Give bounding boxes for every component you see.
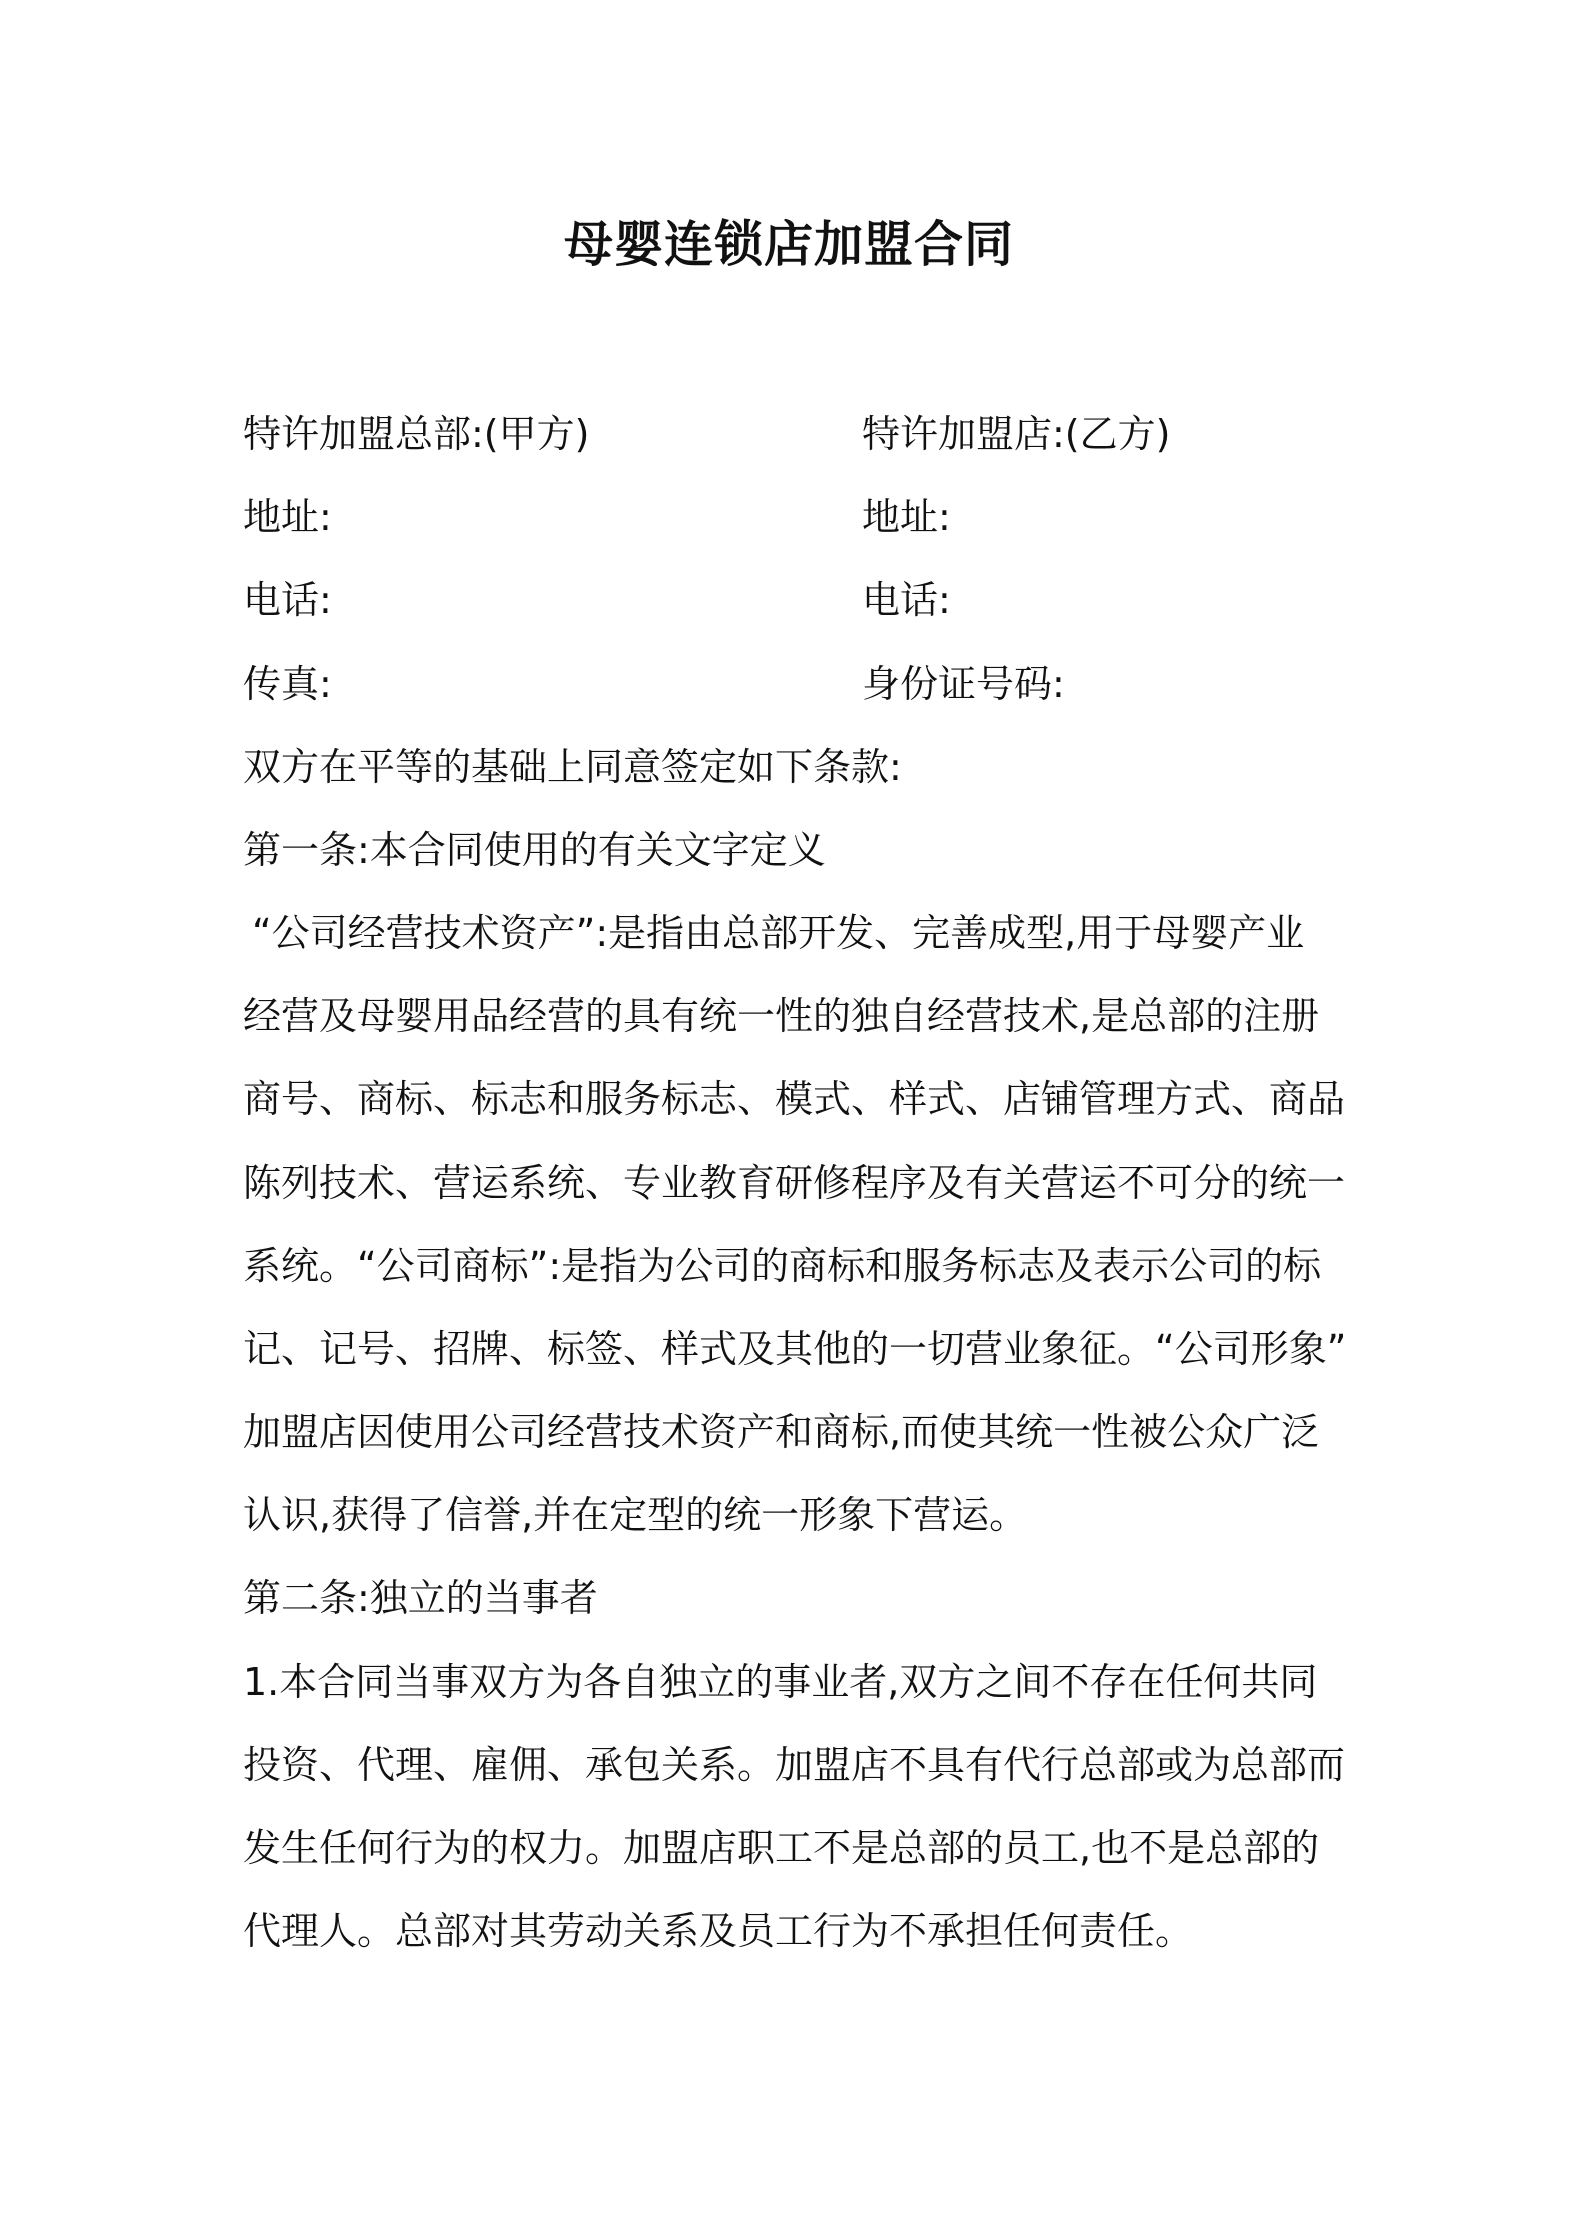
article-2-line: 发生任何行为的权力。加盟店职工不是总部的员工,也不是总部的 <box>243 1826 1320 1870</box>
party-a-fax-label: 传真: <box>243 662 332 706</box>
party-a-label: 特许加盟总部:(甲方) <box>243 412 590 456</box>
article-2-heading: 第二条:独立的当事者 <box>243 1576 598 1620</box>
article-2-line: 代理人。总部对其劳动关系及员工行为不承担任何责任。 <box>243 1909 1194 1953</box>
party-b-phone-label: 电话: <box>862 578 951 622</box>
party-b-address-label: 地址: <box>862 495 951 539</box>
article-1-line: 经营及母婴用品经营的具有统一性的独自经营技术,是总部的注册 <box>243 994 1320 1038</box>
article-1-line: 加盟店因使用公司经营技术资产和商标,而使其统一性被公众广泛 <box>243 1410 1320 1454</box>
party-b-id-label: 身份证号码: <box>862 662 1065 706</box>
intro-text: 双方在平等的基础上同意签定如下条款: <box>243 745 902 789</box>
article-1-line: “公司经营技术资产”:是指由总部开发、完善成型,用于母婴产业 <box>252 911 1305 955</box>
article-1-line: 陈列技术、营运系统、专业教育研修程序及有关营运不可分的统一 <box>243 1161 1346 1205</box>
article-1-line: 记、记号、招牌、标签、样式及其他的一切营业象征。“公司形象” <box>243 1327 1347 1371</box>
article-1-line: 认识,获得了信誉,并在定型的统一形象下营运。 <box>243 1493 1028 1537</box>
article-1-line: 商号、商标、标志和服务标志、模式、样式、店铺管理方式、商品 <box>243 1077 1346 1121</box>
party-row-address <box>243 487 1343 547</box>
party-a-phone-label: 电话: <box>243 578 332 622</box>
party-row-phone <box>243 570 1343 630</box>
article-1-line: 系统。“公司商标”:是指为公司的商标和服务标志及表示公司的标 <box>243 1244 1322 1288</box>
article-1-heading: 第一条:本合同使用的有关文字定义 <box>243 828 826 872</box>
party-a-address-label: 地址: <box>243 495 332 539</box>
party-row-header <box>243 404 1343 464</box>
document-title: 母婴连锁店加盟合同 <box>563 216 1014 273</box>
party-row-fax-id <box>243 654 1343 714</box>
article-2-line: 投资、代理、雇佣、承包关系。加盟店不具有代行总部或为总部而 <box>243 1743 1346 1787</box>
party-b-label: 特许加盟店:(乙方) <box>862 412 1171 456</box>
article-2-line: 1.本合同当事双方为各自独立的事业者,双方之间不存在任何共同 <box>243 1660 1318 1704</box>
